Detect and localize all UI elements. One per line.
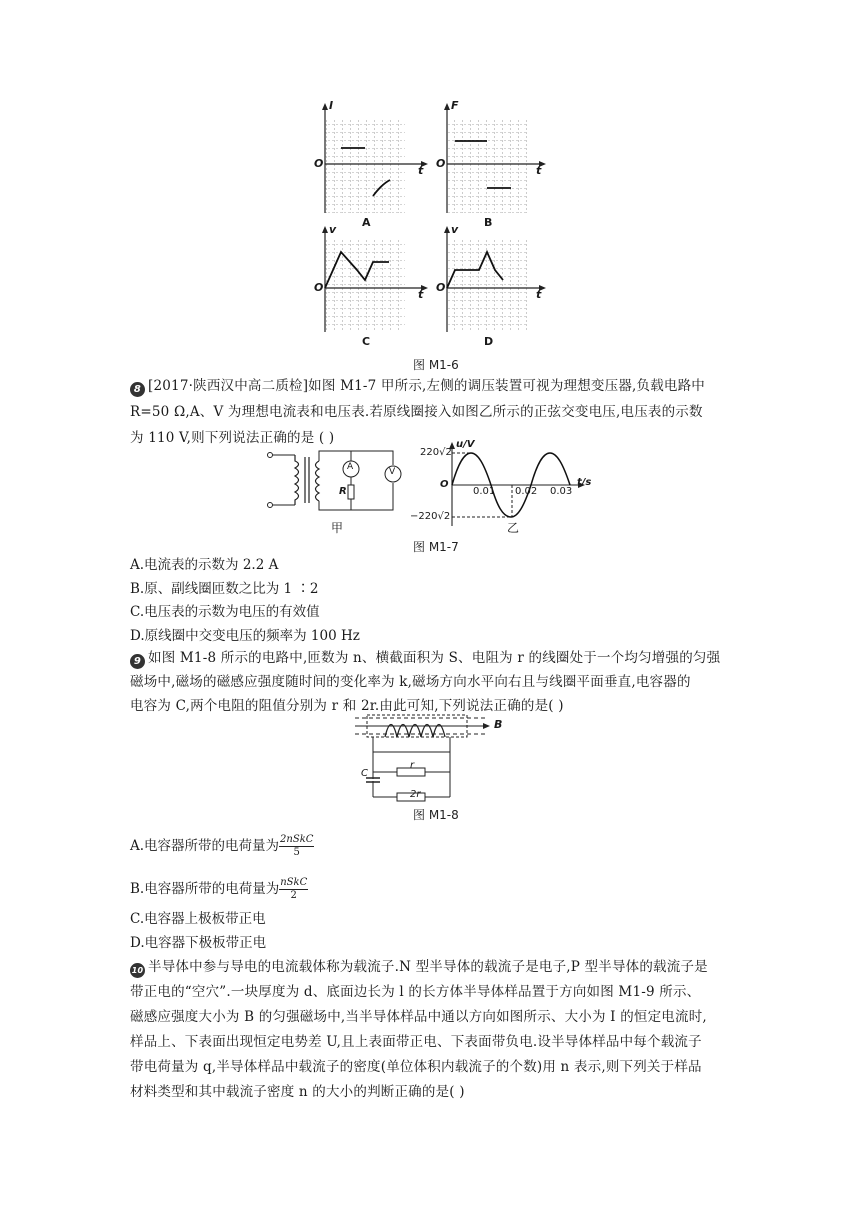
q8-option-d: D.原线圈中交变电压的频率为 100 Hz	[130, 628, 360, 644]
q9-option-a-fraction	[279, 834, 314, 859]
q10-line-1	[130, 958, 708, 978]
panel-b-label: B	[484, 216, 493, 229]
capacitor-label: C	[361, 768, 368, 779]
fraction-denominator: 5	[293, 847, 300, 858]
q9-text-1: 如图 M1-8 所示的电路中,匝数为 n、横截面积为 S、电阻为 r 的线圈处于一个均匀增强的匀强	[148, 650, 721, 666]
magnetic-field-label: B	[494, 718, 503, 731]
panel-d-x-label: t	[536, 288, 542, 301]
q9-line-1	[130, 649, 720, 669]
fraction-denominator: 2	[290, 890, 297, 901]
panel-a-label: A	[362, 216, 371, 229]
figure-m1-6	[310, 100, 560, 350]
q9-option-b-fraction	[279, 877, 308, 902]
panel-b-x-label: t	[536, 164, 542, 177]
q10-line-6: 材料类型和其中载流子密度 n 的大小的判断正确的是( )	[130, 1084, 465, 1100]
figure-caption-m1-8: 图 M1-8	[413, 808, 459, 822]
graph-y-axis-label: u/V	[456, 439, 475, 450]
graph-panel-a	[322, 103, 428, 213]
graph-y-max-label: 220√2	[420, 447, 452, 458]
panel-c-y-label: v	[329, 223, 337, 236]
panel-a-y-label: I	[329, 99, 334, 112]
q9-option-a-prefix: A.电容器所带的电荷量为	[130, 838, 280, 854]
q10-line-4: 样品上、下表面出现恒定电势差 U,且上表面带正电、下表面带负电.设半导体样品中每个载流子	[130, 1034, 702, 1050]
question-number-badge: 8	[130, 382, 145, 397]
q9-option-a	[130, 834, 314, 859]
q9-line-3: 电容为 C,两个电阻的阻值分别为 r 和 2r.由此可知,下列说法正确的是( )	[130, 698, 564, 714]
graph-panel-d	[444, 226, 546, 332]
voltmeter-symbol-label: V	[389, 467, 396, 477]
panel-d-label: D	[484, 335, 494, 348]
panel-a-x-label: t	[418, 164, 424, 177]
graph-panel-b	[444, 103, 546, 213]
panel-a-origin: O	[314, 157, 324, 170]
graph-x-axis-label: t/s	[577, 477, 592, 488]
panel-c-origin: O	[314, 281, 324, 294]
q8-option-a: A.电流表的示数为 2.2 A	[130, 557, 279, 573]
q8-line-2: R=50 Ω,A、V 为理想电流表和电压表.若原线圈接入如图乙所示的正弦交变电压,电压表的示数	[130, 404, 703, 420]
q10-line-5: 带电荷量为 q,半导体样品中载流子的密度(单位体积内载流子的个数)用 n 表示,则下列关于样品	[130, 1059, 702, 1075]
fraction-numerator: nSkC	[280, 877, 308, 888]
graph-tick-003: 0.03	[550, 486, 573, 497]
resistor-2r-label: 2r	[410, 789, 421, 800]
graph-tick-001: 0.01	[473, 486, 496, 497]
ammeter-symbol-label: A	[347, 462, 354, 472]
q10-line-3: 磁感应强度大小为 B 的匀强磁场中,当半导体样品中通以方向如图所示、大小为 I 的恒定电流时,	[130, 1009, 707, 1025]
q10-line-2: 带正电的“空穴”.一块厚度为 d、底面边长为 l 的长方体半导体样品置于方向如图 M1-9 所示、	[130, 984, 701, 1000]
fraction-numerator: 2nSkC	[280, 834, 314, 845]
graph-panel-c	[322, 226, 428, 332]
panel-b-origin: O	[436, 157, 446, 170]
panel-d-y-label: v	[451, 223, 459, 236]
q8-option-b: B.原、副线圈匝数之比为 1 ∶2	[130, 581, 319, 597]
question-number-badge: 9	[130, 654, 145, 669]
panel-d-origin: O	[436, 281, 446, 294]
figure-m1-8-coil-circuit	[355, 712, 515, 804]
q8-line-3: 为 110 V,则下列说法正确的是 ( )	[130, 430, 335, 446]
question-number-badge: 10	[130, 963, 145, 978]
q9-option-b-prefix: B.电容器所带的电荷量为	[130, 881, 280, 897]
q9-option-d: D.电容器下极板带正电	[130, 935, 267, 951]
graph-origin-label: O	[440, 479, 449, 490]
q9-option-c: C.电容器上极板带正电	[130, 911, 266, 927]
figure-jia-label: 甲	[331, 521, 344, 535]
graph-y-min-label: −220√2	[410, 511, 451, 522]
q9-line-2: 磁场中,磁场的磁感应强度随时间的变化率为 k,磁场方向水平向右且与线圈平面垂直,电容器的	[130, 674, 691, 690]
q8-line-1	[130, 377, 705, 397]
panel-c-x-label: t	[418, 288, 424, 301]
figure-caption-m1-6: 图 M1-6	[413, 358, 459, 372]
q10-text-1: 半导体中参与导电的电流载体称为载流子.N 型半导体的载流子是电子,P 型半导体的载流子是	[148, 959, 708, 975]
q8-option-c: C.电压表的示数为电压的有效值	[130, 604, 320, 620]
q8-text-1: [2017·陕西汉中高二质检]如图 M1-7 甲所示,左侧的调压装置可视为理想变压器,负载电路中	[148, 378, 706, 394]
resistor-r-label: r	[410, 760, 415, 771]
figure-yi-label: 乙	[507, 521, 520, 535]
q9-option-b	[130, 877, 308, 902]
panel-b-y-label: F	[451, 99, 459, 112]
resistor-label: R	[339, 486, 347, 497]
panel-c-label: C	[362, 335, 371, 348]
graph-tick-002: 0.02	[515, 486, 538, 497]
figure-caption-m1-7: 图 M1-7	[413, 540, 459, 554]
